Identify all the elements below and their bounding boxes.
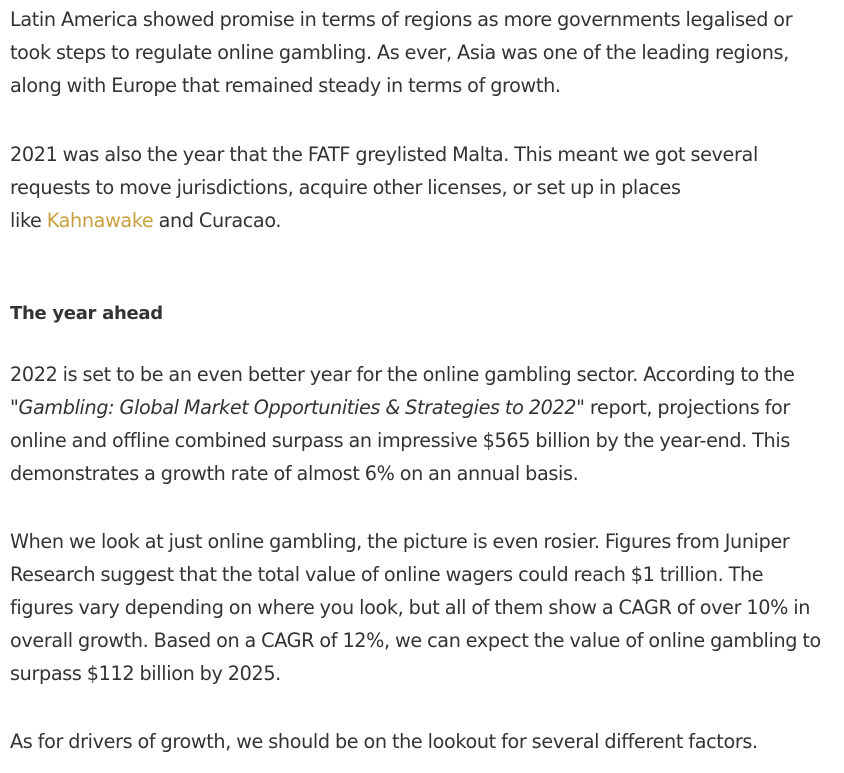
paragraph-online-gambling (10, 525, 821, 690)
paragraph-line: surpass $112 billion by 2025. (10, 662, 281, 685)
paragraph-line: demonstrates a growth rate of almost 6% on an annual basis. (10, 462, 579, 485)
paragraph-line: When we look at just online gambling, the picture is even rosier. Figures from Juniper (10, 530, 790, 553)
paragraph-line-with-report (10, 391, 795, 424)
paragraph-line: along with Europe that remained steady in terms of growth. (10, 74, 561, 97)
paragraph-line-with-link (10, 204, 758, 237)
paragraph-line: Latin America showed promise in terms of regions as more governments legalised or (10, 8, 793, 31)
paragraph-drivers-of-growth (10, 725, 758, 758)
text-after-report: " report, projections for (576, 396, 790, 419)
paragraph-line: figures vary depending on where you look, but all of them show a CAGR of over 10% in (10, 596, 811, 619)
paragraph-line: As for drivers of growth, we should be on the lookout for several different factors. (10, 730, 758, 753)
paragraph-2022-outlook (10, 358, 795, 490)
section-heading-year-ahead: The year ahead (10, 303, 163, 324)
paragraph-line: took steps to regulate online gambling. As ever, Asia was one of the leading regions, (10, 41, 789, 64)
text-after-link: and Curacao. (153, 209, 282, 232)
paragraph-line: online and offline combined surpass an impressive $565 billion by the year-end. This (10, 429, 790, 452)
open-quote: " (10, 396, 19, 419)
paragraph-fatf-malta (10, 138, 758, 237)
paragraph-line: Research suggest that the total value of online wagers could reach $1 trillion. The (10, 563, 764, 586)
report-title: Gambling: Global Market Opportunities & Strategies to 2022 (18, 396, 577, 419)
paragraph-line: 2021 was also the year that the FATF greylisted Malta. This meant we got several (10, 143, 758, 166)
text-before-link: like (10, 209, 47, 232)
paragraph-latin-america (10, 3, 792, 102)
paragraph-line: overall growth. Based on a CAGR of 12%, we can expect the value of online gambling to (10, 629, 821, 652)
paragraph-line: 2022 is set to be an even better year for the online gambling sector. According to the (10, 363, 795, 386)
paragraph-line: requests to move jurisdictions, acquire other licenses, or set up in places (10, 176, 681, 199)
kahnawake-link[interactable]: Kahnawake (46, 209, 154, 232)
